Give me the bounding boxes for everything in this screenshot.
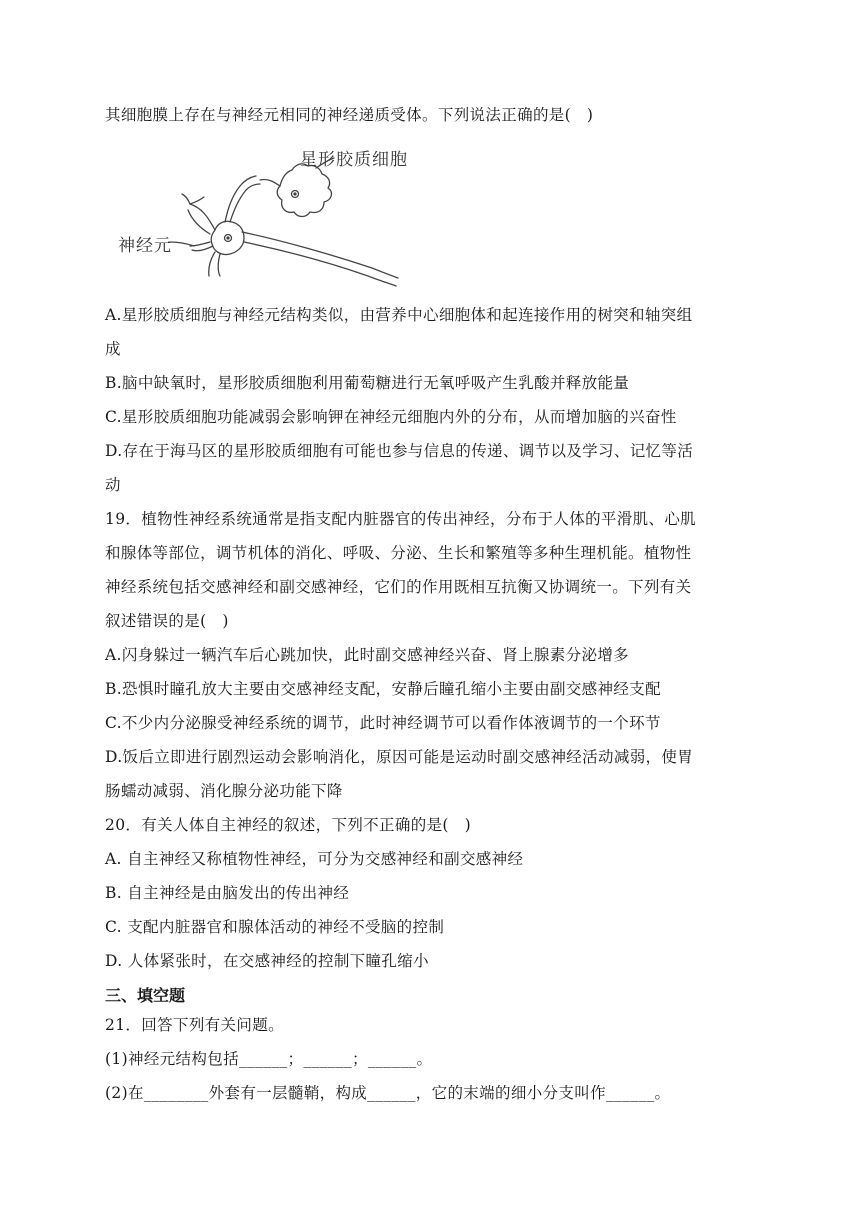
question-18-stem-tail: 其细胞膜上存在与神经元相同的神经递质受体。下列说法正确的是( )	[105, 106, 594, 124]
q20-option-a: A. 自主神经又称植物性神经，可分为交感神经和副交感神经	[105, 850, 524, 868]
q18-option-a-line1: A.星形胶质细胞与神经元结构类似，由营养中心细胞体和起连接作用的树突和轴突组	[105, 306, 693, 324]
neuron-astrocyte-figure	[110, 142, 420, 290]
astrocyte-label: 星形胶质细胞	[300, 150, 408, 170]
section-heading-fill-in: 三、填空题	[105, 986, 186, 1005]
q19-option-c: C.不少内分泌腺受神经系统的调节，此时神经调节可以看作体液调节的一个环节	[105, 714, 661, 732]
q21-stem: 21．回答下列有关问题。	[105, 1016, 284, 1034]
q19-option-a: A.闪身躲过一辆汽车后心跳加快，此时副交感神经兴奋、肾上腺素分泌增多	[105, 646, 630, 664]
q20-option-b: B. 自主神经是由脑发出的传出神经	[105, 884, 350, 902]
q18-option-d-line1: D.存在于海马区的星形胶质细胞有可能也参与信息的传递、调节以及学习、记忆等活	[105, 442, 694, 460]
q18-option-b: B.脑中缺氧时，星形胶质细胞利用葡萄糖进行无氧呼吸产生乳酸并释放能量	[105, 374, 630, 392]
q18-option-d-line2: 动	[105, 476, 121, 494]
q19-stem-line2: 和腺体等部位，调节机体的消化、呼吸、分泌、生长和繁殖等多种生理机能。植物性	[105, 544, 692, 562]
q19-stem-line1: 19．植物性神经系统通常是指支配内脏器官的传出神经，分布于人体的平滑肌、心肌	[105, 510, 697, 528]
q20-stem: 20．有关人体自主神经的叙述，下列不正确的是( )	[105, 816, 472, 834]
q19-option-b: B.恐惧时瞳孔放大主要由交感神经支配，安静后瞳孔缩小主要由副交感神经支配	[105, 680, 661, 698]
q18-option-c: C.星形胶质细胞功能减弱会影响钾在神经元细胞内外的分布，从而增加脑的兴奋性	[105, 408, 677, 426]
q20-option-d: D. 人体紧张时，在交感神经的控制下瞳孔缩小	[105, 952, 429, 970]
q18-option-a-line2: 成	[105, 340, 121, 358]
q19-option-d-line1: D.饭后立即进行剧烈运动会影响消化，原因可能是运动时副交感神经活动减弱，使胃	[105, 748, 694, 766]
q21-part-1: (1)神经元结构包括______；______；______。	[105, 1050, 433, 1068]
q19-stem-line4: 叙述错误的是( )	[105, 612, 229, 630]
q19-option-d-line2: 肠蠕动减弱、消化腺分泌功能下降	[105, 782, 343, 800]
q19-stem-line3: 神经系统包括交感神经和副交感神经，它们的作用既相互抗衡又协调统一。下列有关	[105, 578, 692, 596]
q20-option-c: C. 支配内脏器官和腺体活动的神经不受脑的控制	[105, 918, 445, 936]
neuron-label: 神经元	[118, 236, 172, 256]
q21-part-2: (2)在________外套有一层髓鞘，构成______，它的末端的细小分支叫作______。	[105, 1084, 671, 1102]
